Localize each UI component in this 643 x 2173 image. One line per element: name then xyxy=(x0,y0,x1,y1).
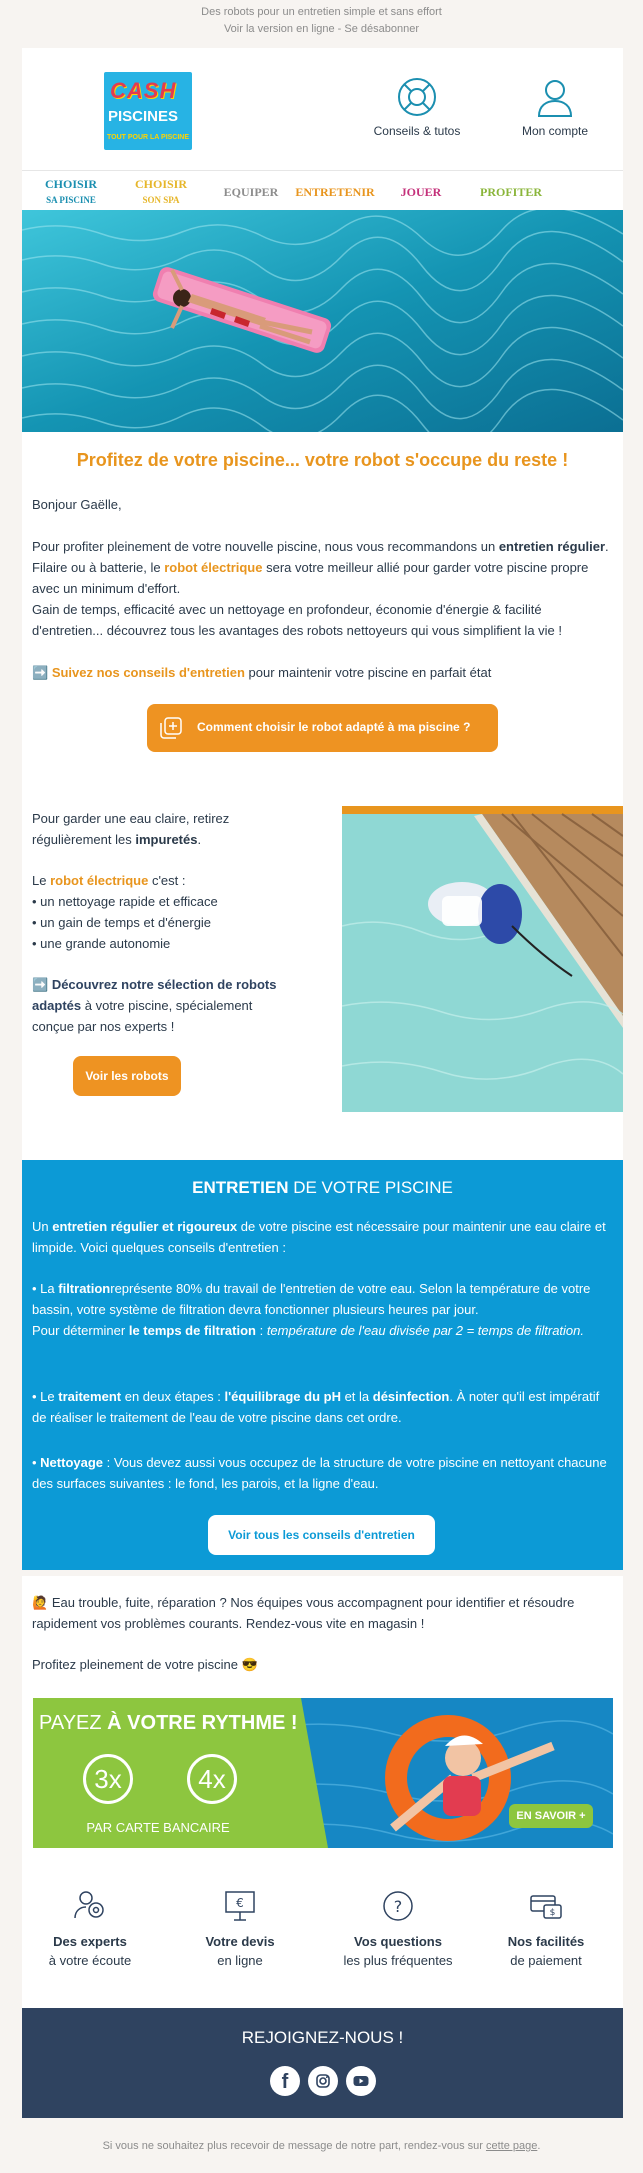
feature-experts[interactable]: Des experts à votre écoute xyxy=(30,1888,150,1970)
nav-item[interactable]: ENTRETENIR xyxy=(295,185,375,199)
greeting: Bonjour Gaëlle, xyxy=(32,497,122,512)
youtube-icon[interactable] xyxy=(346,2066,376,2096)
filtration-tip: • La filtrationreprésente 80% du travail de l'entretien de votre eau. Selon la température de votre bassin, votre système de filtration devra fonctionner plusieurs heures par jour. Pour déterminer le temps de filtration : température de l'eau divisée par 2 = temps de filtration. xyxy=(32,1281,591,1338)
add-square-icon xyxy=(159,716,183,740)
payment-icon xyxy=(528,1888,564,1924)
payment-title: PAYEZ À VOTRE RYTHME ! xyxy=(39,1712,298,1734)
facebook-icon[interactable]: f xyxy=(270,2066,300,2096)
treatment-tip: • Le traitement en deux étapes : l'équilibrage du pH et la désinfection. À noter qu'il est impératif de réaliser le traitement de l'eau de votre piscine dans cet ordre. xyxy=(32,1389,600,1425)
question-icon xyxy=(380,1888,416,1924)
feature-faq[interactable]: ? Vos questions les plus fréquentes xyxy=(338,1888,458,1970)
nav-item[interactable]: EQUIPER xyxy=(223,185,279,199)
payment-banner[interactable] xyxy=(33,1698,613,1848)
three-times-badge: 3x xyxy=(83,1754,133,1804)
tips-link-text[interactable]: Suivez nos conseils d'entretien xyxy=(51,665,245,680)
all-tips-button[interactable]: Voir tous les conseils d'entretien xyxy=(208,1515,435,1555)
cleaning-tip: • Nettoyage : Vous devez aussi vous occupez de la structure de votre piscine en nettoyant chacune des surfaces suivantes : le fond, les parois, et la ligne d'eau. xyxy=(32,1455,607,1491)
cash-piscines-logo[interactable]: CASH PISCINES TOUT POUR LA PISCINE xyxy=(104,72,192,150)
robot-benefits: Le robot électrique c'est : • un nettoyage rapide et efficace • un gain de temps et d'énergie • une grande autonomie xyxy=(32,873,218,951)
hero-pool-image xyxy=(22,210,623,432)
maintenance-title: ENTRETIEN DE VOTRE PISCINE xyxy=(192,1178,453,1197)
svg-text:?: ? xyxy=(393,1897,403,1916)
payment-subtitle: PAR CARTE BANCAIRE xyxy=(86,1820,230,1835)
robot-paragraph: Pour garder une eau claire, retirez régulièrement les impuretés. xyxy=(32,811,230,847)
robot-selection-text: ➡️ Découvrez notre sélection de robots adaptés à votre piscine, spécialement conçue par nos experts ! xyxy=(32,977,277,1034)
choose-robot-button[interactable]: Comment choisir le robot adapté à ma piscine ? xyxy=(147,704,498,752)
service-paragraph: 🙋 Eau trouble, fuite, réparation ? Nos équipes vous accompagnent pour identifier et résoudre rapidement vos problèmes courants. Rendez-vous vite en magasin ! xyxy=(32,1595,575,1631)
social-title: REJOIGNEZ-NOUS ! xyxy=(241,2028,404,2047)
nav-item[interactable]: CHOISIR SA PISCINE xyxy=(44,177,97,205)
benefit-item: • une grande autonomie xyxy=(32,936,171,951)
user-icon xyxy=(534,76,576,118)
tips-line: ➡️ Suivez nos conseils d'entretien pour maintenir votre piscine en parfait état xyxy=(32,665,492,680)
see-robots-button[interactable]: Voir les robots xyxy=(73,1056,181,1096)
category-nav xyxy=(22,170,623,210)
feature-payment[interactable]: $ Nos facilités de paiement xyxy=(486,1888,606,1970)
lifebuoy-icon xyxy=(396,76,438,118)
account-link[interactable] xyxy=(500,76,610,138)
learn-more-button[interactable]: EN SAVOIR + xyxy=(516,1810,586,1822)
four-times-badge: 4x xyxy=(187,1754,237,1804)
intro-paragraph: Pour profiter pleinement de votre nouvelle piscine, nous vous recommandons un entretien régulier. Filaire ou à batterie, le robot électrique sera votre meilleur allié pour garder votre piscine propre avec un minimum d'effort. Gain de temps, efficacité avec un nettoyage en profondeur, économie d'énergie & facilité d'entretien... découvrez tous les avantages des robots nettoyeurs qui vous simplifient la vie ! xyxy=(32,539,609,638)
instagram-icon[interactable] xyxy=(308,2066,338,2096)
unsubscribe-text: Si vous ne souhaitez plus recevoir de message de notre part, rendez-vous sur cette page. xyxy=(102,2140,541,2152)
quote-icon xyxy=(222,1888,258,1924)
experts-icon xyxy=(72,1888,108,1924)
maintenance-intro: Un entretien régulier et rigoureux de votre piscine est nécessaire pour maintenir une eau claire et limpide. Voici quelques conseils d'entretien : xyxy=(32,1219,606,1255)
benefit-item: • un nettoyage rapide et efficace xyxy=(32,894,218,909)
headline: Profitez de votre piscine... votre robot s'occupe du reste ! xyxy=(76,450,569,470)
view-online-link[interactable]: Voir la version en ligne - Se désabonner xyxy=(223,23,420,35)
robot-pool-image xyxy=(342,806,623,1112)
nav-item[interactable]: CHOISIR SON SPA xyxy=(134,177,187,205)
benefit-item: • un gain de temps et d'énergie xyxy=(32,915,212,930)
preheader-text: Des robots pour un entretien simple et sans effort xyxy=(201,6,442,18)
feature-quote[interactable]: € Votre devis en ligne xyxy=(180,1888,300,1970)
tips-label: Conseils & tutos xyxy=(373,124,461,138)
tips-link[interactable] xyxy=(352,76,482,138)
unsubscribe-link[interactable]: cette page xyxy=(485,2140,538,2152)
svg-text:€: € xyxy=(236,1896,244,1910)
social-section xyxy=(22,2008,623,2118)
svg-text:$: $ xyxy=(549,1908,556,1918)
email-body xyxy=(22,48,623,1491)
nav-item[interactable]: JOUER xyxy=(400,185,442,199)
nav-item[interactable]: PROFITER xyxy=(479,185,542,199)
account-label: Mon compte xyxy=(521,124,589,138)
email-body-lower xyxy=(22,1576,623,2008)
maintenance-section xyxy=(22,1160,623,1570)
enjoy-line: Profitez pleinement de votre piscine 😎 xyxy=(32,1657,258,1672)
